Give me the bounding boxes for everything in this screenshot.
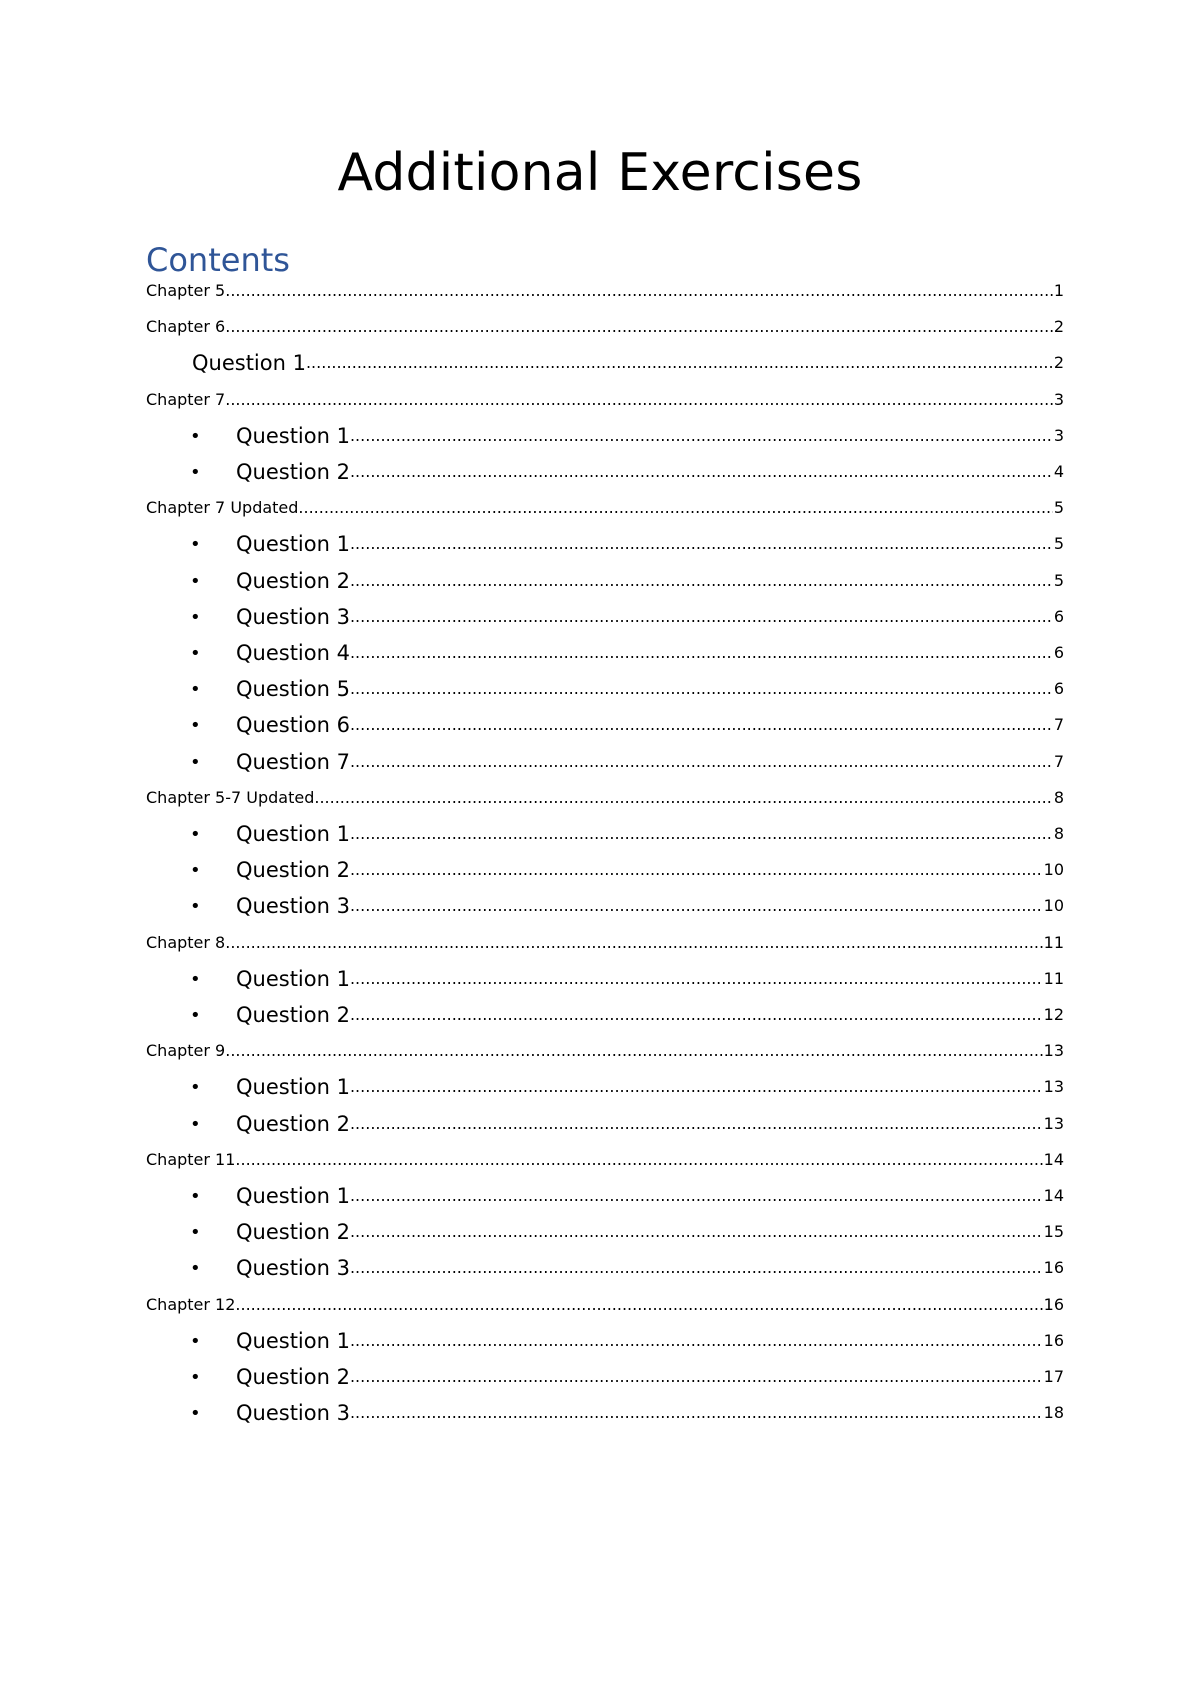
toc-chapter-entry[interactable] <box>146 783 1064 811</box>
bullet-icon: • <box>190 896 201 918</box>
dot-leader <box>298 495 1052 521</box>
toc-question-entry[interactable] <box>190 1109 1064 1137</box>
toc-page-number: 11 <box>1043 968 1064 988</box>
dot-leader <box>350 1183 1043 1209</box>
toc-entry-label: Question 2 <box>236 1111 350 1136</box>
toc-question-entry[interactable] <box>190 602 1064 630</box>
bullet-icon: • <box>190 1113 201 1135</box>
toc-entry-label: Question 1 <box>236 532 350 557</box>
toc-page-number: 18 <box>1043 1403 1064 1423</box>
toc-page-number: 7 <box>1053 715 1064 735</box>
bullet-icon: • <box>190 860 201 882</box>
dot-leader <box>350 749 1053 775</box>
toc-question-entry[interactable] <box>192 348 1064 376</box>
toc-entry-label: Question 1 <box>236 822 350 846</box>
dot-leader <box>350 712 1053 738</box>
toc-page-number: 10 <box>1043 896 1064 916</box>
toc-entry-label: Chapter 9 <box>146 1041 226 1061</box>
toc-question-entry[interactable] <box>190 1217 1064 1245</box>
dot-leader <box>314 785 1052 811</box>
toc-page-number: 12 <box>1043 1005 1064 1024</box>
bullet-icon: • <box>190 679 201 701</box>
toc-chapter-entry[interactable] <box>146 276 1064 304</box>
dot-leader <box>225 278 1053 304</box>
toc-page-number: 5 <box>1053 570 1064 590</box>
bullet-icon: • <box>190 1330 201 1352</box>
toc-question-entry[interactable] <box>190 710 1064 738</box>
toc-entry-label: Question 1 <box>236 423 350 448</box>
toc-page-number: 1 <box>1053 281 1064 300</box>
toc-question-entry[interactable] <box>190 1326 1064 1354</box>
page-title: Additional Exercises <box>337 143 863 203</box>
dot-leader <box>306 350 1053 376</box>
toc-entry-label: Question 1 <box>192 351 306 376</box>
toc-page-number: 2 <box>1053 353 1064 373</box>
toc-heading: Contents <box>146 241 290 279</box>
toc-question-entry[interactable] <box>190 1000 1064 1028</box>
toc-entry-label: Chapter 11 <box>146 1149 236 1169</box>
toc-entry-label: Question 7 <box>236 749 350 774</box>
toc-page-number: 11 <box>1043 932 1064 952</box>
toc-page-number: 13 <box>1043 1077 1064 1097</box>
dot-leader <box>350 1219 1043 1245</box>
toc-entry-label: Chapter 5-7 Updated <box>146 787 315 807</box>
toc-question-entry[interactable] <box>190 1253 1064 1281</box>
bullet-icon: • <box>190 751 201 773</box>
toc-chapter-entry[interactable] <box>146 1290 1064 1318</box>
toc-question-entry[interactable] <box>190 891 1064 919</box>
bullet-icon: • <box>190 643 201 664</box>
bullet-icon: • <box>190 425 201 447</box>
toc-page-number: 5 <box>1053 534 1064 554</box>
toc-page-number: 5 <box>1053 498 1064 518</box>
toc-page-number: 16 <box>1043 1258 1064 1278</box>
dot-leader <box>350 1002 1043 1028</box>
bullet-icon: • <box>190 534 201 556</box>
dot-leader <box>350 604 1053 630</box>
bullet-icon: • <box>190 1403 201 1425</box>
toc-entry-label: Chapter 7 Updated <box>146 498 299 518</box>
dot-leader <box>225 387 1053 413</box>
dot-leader <box>350 1074 1043 1100</box>
dot-leader <box>350 821 1053 847</box>
bullet-icon: • <box>190 570 201 592</box>
toc-page-number: 16 <box>1043 1330 1064 1350</box>
toc-page-number: 13 <box>1043 1113 1064 1133</box>
dot-leader <box>350 459 1053 485</box>
toc-chapter-entry[interactable] <box>146 1036 1064 1064</box>
toc-page-number: 16 <box>1043 1294 1064 1314</box>
toc-entry-label: Question 1 <box>236 966 350 991</box>
toc-page-number: 8 <box>1053 824 1064 843</box>
toc-page-number: 3 <box>1053 389 1064 409</box>
toc-entry-label: Question 6 <box>236 713 350 738</box>
dot-leader <box>350 966 1043 992</box>
toc-page-number: 13 <box>1043 1041 1064 1061</box>
toc-page-number: 6 <box>1053 643 1064 662</box>
toc-chapter-entry[interactable] <box>146 493 1064 521</box>
dot-leader <box>350 1111 1043 1137</box>
bullet-icon: • <box>190 1186 201 1207</box>
toc-entry-label: Question 2 <box>236 1365 350 1389</box>
dot-leader <box>350 423 1053 449</box>
toc-page-number: 14 <box>1043 1149 1064 1169</box>
toc-entry-label: Question 1 <box>236 1184 350 1208</box>
toc-page-number: 2 <box>1053 317 1064 337</box>
toc-question-entry[interactable] <box>190 1072 1064 1100</box>
bullet-icon: • <box>190 715 201 737</box>
toc-page-number: 4 <box>1053 462 1064 481</box>
toc-page-number: 17 <box>1043 1367 1064 1386</box>
toc-question-entry[interactable] <box>190 638 1064 666</box>
toc-page-number: 6 <box>1053 679 1064 699</box>
toc-entry-label: Question 2 <box>236 460 350 484</box>
dot-leader <box>350 640 1053 666</box>
toc-question-entry[interactable] <box>190 747 1064 775</box>
bullet-icon: • <box>190 1222 201 1244</box>
toc-question-entry[interactable] <box>190 1362 1064 1390</box>
toc-page-number: 10 <box>1043 860 1064 880</box>
bullet-icon: • <box>190 824 201 845</box>
toc-entry-label: Question 2 <box>236 1220 350 1245</box>
toc-entry-label: Question 3 <box>236 1256 350 1281</box>
toc-question-entry[interactable] <box>190 421 1064 449</box>
bullet-icon: • <box>190 462 201 483</box>
toc-chapter-entry[interactable] <box>146 312 1064 340</box>
toc-entry-label: Chapter 7 <box>146 389 226 409</box>
dot-leader <box>350 1255 1043 1281</box>
bullet-icon: • <box>190 1367 201 1388</box>
toc-entry-label: Question 1 <box>236 1328 350 1353</box>
toc-entry-label: Question 3 <box>236 894 350 919</box>
toc-chapter-entry[interactable] <box>146 1145 1064 1173</box>
bullet-icon: • <box>190 606 201 628</box>
toc-page-number: 3 <box>1053 425 1064 445</box>
dot-leader <box>350 1400 1043 1426</box>
dot-leader <box>350 1328 1043 1354</box>
toc-question-entry[interactable] <box>190 819 1064 847</box>
toc-question-entry[interactable] <box>190 674 1064 702</box>
toc-question-entry[interactable] <box>190 457 1064 485</box>
toc-page-number: 8 <box>1053 787 1064 807</box>
toc-page-number: 7 <box>1053 751 1064 771</box>
toc-chapter-entry[interactable] <box>146 385 1064 413</box>
toc-page-number: 14 <box>1043 1186 1064 1205</box>
toc-entry-label: Question 1 <box>236 1075 350 1100</box>
dot-leader <box>225 1038 1042 1064</box>
toc-entry-label: Chapter 6 <box>146 317 226 337</box>
bullet-icon: • <box>190 1258 201 1280</box>
toc-question-entry[interactable] <box>190 855 1064 883</box>
toc-entry-label: Chapter 8 <box>146 932 226 952</box>
bullet-icon: • <box>190 1005 201 1026</box>
toc-entry-label: Question 2 <box>236 858 350 883</box>
dot-leader <box>235 1292 1042 1318</box>
dot-leader <box>350 676 1053 702</box>
dot-leader <box>225 314 1053 340</box>
toc-page-number: 6 <box>1053 606 1064 626</box>
toc-question-entry[interactable] <box>190 964 1064 992</box>
dot-leader <box>350 1364 1043 1390</box>
dot-leader <box>235 1147 1042 1173</box>
toc-entry-label: Question 2 <box>236 1003 350 1027</box>
toc-entry-label: Question 3 <box>236 604 350 629</box>
toc-entry-label: Question 5 <box>236 677 350 702</box>
toc-question-entry[interactable] <box>190 1398 1064 1426</box>
toc-question-entry[interactable] <box>190 529 1064 557</box>
toc-chapter-entry[interactable] <box>146 928 1064 956</box>
dot-leader <box>350 568 1053 594</box>
toc-entry-label: Question 3 <box>236 1401 350 1426</box>
dot-leader <box>350 531 1053 557</box>
toc-question-entry[interactable] <box>190 1181 1064 1209</box>
toc-entry-label: Chapter 5 <box>146 281 226 300</box>
toc-entry-label: Question 4 <box>236 641 350 665</box>
bullet-icon: • <box>190 1077 201 1099</box>
toc-question-entry[interactable] <box>190 566 1064 594</box>
toc-entry-label: Question 2 <box>236 568 350 593</box>
toc-page-number: 15 <box>1043 1222 1064 1242</box>
dot-leader <box>350 893 1043 919</box>
toc-entry-label: Chapter 12 <box>146 1294 236 1314</box>
dot-leader <box>225 930 1042 956</box>
bullet-icon: • <box>190 968 201 990</box>
dot-leader <box>350 857 1043 883</box>
